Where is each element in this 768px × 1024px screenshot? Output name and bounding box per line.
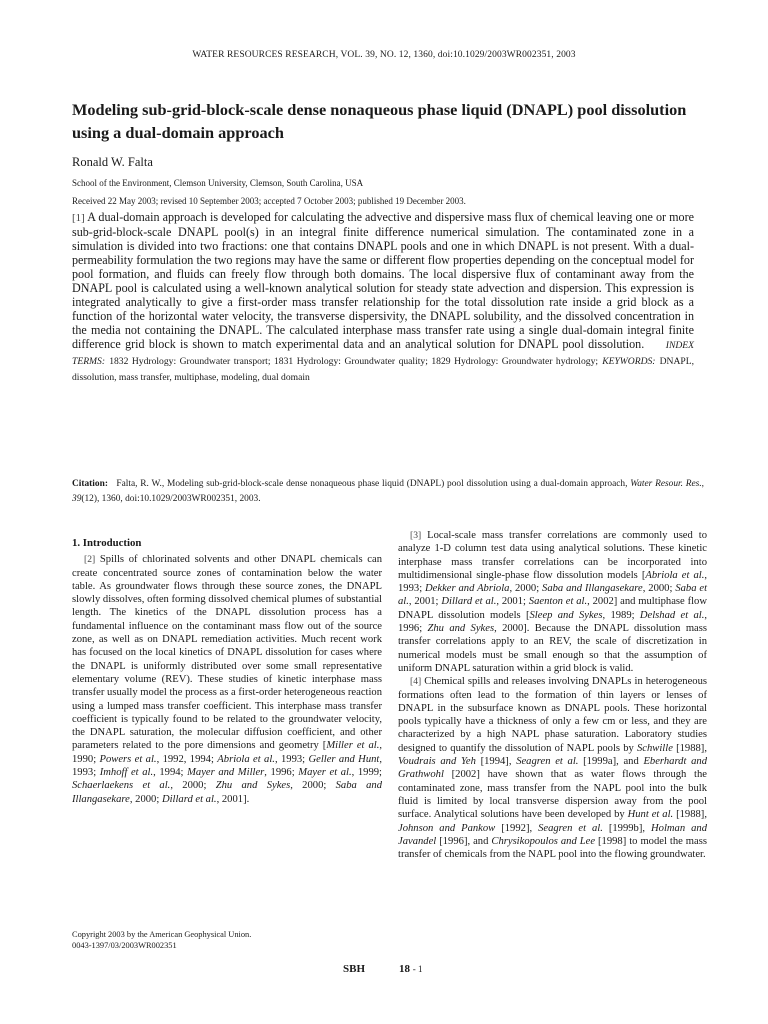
journal-code: SBH [343, 963, 366, 975]
author-name: Ronald W. Falta [72, 155, 153, 169]
abstract-text: A dual-domain approach is developed for calculating the advective and dispersive mass flux of chemical leaving one or more sub-grid-block-scale DNAPL pool(s) in an integral finite difference numerical simulation. The contaminated zone in a simulation is divided into two fractions: one that contains DNAPL pools and one in which DNAPL is not present. With a dual-permeability formulation the two regions may have the same or different flow properties depending on the conceptual model for pool formation, and fluids can freely flow through both domains. The local dispersive flux of contaminant away from the DNAPL pool is calculated using a well-known analytical solution for steady state advection and dispersion. This expression is integrated analytically to give a first-order mass transfer relationship for the total dissolution rate inside a grid block as a function of the horizontal water velocity, the transverse dispersivity, the DNAPL solubility, and the dissolved concentration in the media not containing the DNAPL. The calculated interphase mass transfer rate using a single dual-domain integral finite difference grid block is shown to match experimental data and an analytical solution for DNAPL pool dissolution. [72, 210, 695, 351]
citation-details: (12), 1360, doi:10.1029/2003WR002351, 2003. [81, 494, 261, 504]
body-column-left [72, 537, 382, 806]
author-affiliation: School of the Environment, Clemson University, Clemson, South Carolina, USA [72, 178, 364, 188]
citation-text: Falta, R. W., Modeling sub-grid-block-scale dense nonaqueous phase liquid (DNAPL) pool dissolution using a dual-domain approach, [116, 479, 628, 489]
paragraph-2: [2] Spills of chlorinated solvents and other DNAPL chemicals can create concentrated source zones of contamination below the water table. As groundwater flows through these source zones, the DNAPL slowly dissolves, often forming dissolved chemical plumes of substantial length. The kinetics of the DNAPL dissolution process has a fundamental influence on the contaminant mass flow out of the source zone, as well as on DNAPL remediation activities. Much recent work has focused on the local kinetics of DNAPL dissolution for cases where the DNAPL is uniformly distributed over some small representative elementary volume (REV). These studies of kinetic interphase mass transfer usually model the process as a first-order heterogeneous reaction using a lumped mass transfer coefficient. This interphase mass transfer coefficient is typically found to be related to the groundwater velocity, the DNAPL saturation, the molecular diffusion coefficient, and other parameters related to the pore dimensions and geometry [Miller et al., 1990; Powers et al., 1992, 1994; Abriola et al., 1993; Geller and Hunt, 1993; Imhoff et al., 1994; Mayer and Miller, 1996; Mayer et al., 1999; Schaerlaekens et al., 2000; Zhu and Sykes, 2000; Saba and Illangasekare, 2000; Dillard et al., 2001]. [72, 554, 383, 805]
citation-label: Citation: [72, 479, 108, 489]
keywords-label: KEYWORDS: [602, 356, 656, 367]
section-heading: 1. Introduction [72, 537, 142, 549]
keywords: DNAPL, dissolution, mass transfer, multiphase, modeling, dual domain [72, 356, 695, 383]
running-head: WATER RESOURCES RESEARCH, VOL. 39, NO. 12, 1360, doi:10.1029/2003WR002351, 2003 [192, 50, 576, 60]
body-column-right [398, 529, 707, 861]
index-terms: 1832 Hydrology: Groundwater transport; 1831 Hydrology: Groundwater quality; 1829 Hydrology: Groundwater hydrology; [109, 356, 599, 367]
page-number: 18 - 1 [399, 963, 423, 975]
copyright-notice: Copyright 2003 by the American Geophysical Union. 0043-1397/03/2003WR002351 [72, 930, 252, 950]
publication-dates: Received 22 May 2003; revised 10 September 2003; accepted 7 October 2003; published 19 December 2003. [72, 196, 466, 206]
citation-block: Citation: Falta, R. W., Modeling sub-grid-block-scale dense nonaqueous phase liquid (DNAPL) pool dissolution using a dual-domain approach, Water Resour. Res., 39(12), 1360, doi:10.1029/2003WR002351, 2003. [72, 479, 705, 504]
index-terms-label: INDEX TERMS: [72, 340, 694, 367]
abstract [72, 210, 694, 385]
paragraph-3: [3] Local-scale mass transfer correlations are commonly used to analyze 1-D column test data using analytical solutions. These kinetic interphase mass transfer correlations can be incorporated into multidimensional single-phase flow dissolution models [Abriola et al., 1993; Dekker and Abriola, 2000; Saba and Illangasekare, 2000; Saba et al., 2001; Dillard et al., 2001; Saenton et al., 2002] and multiphase flow DNAPL dissolution models [Sleep and Sykes, 1989; Delshad et al., 1996; Zhu and Sykes, 2000]. Because the DNAPL dissolution mass transfer correlations apply to an REV, the scale of discretization in numerical models must be small enough so that the assumption of uniform DNAPL saturation within a grid block is valid. [398, 530, 708, 674]
article-title: Modeling sub-grid-block-scale dense nonaqueous phase liquid (DNAPL) pool dissolution using a dual-domain approach [72, 100, 687, 142]
abstract-para-number: [1] [72, 212, 85, 224]
paragraph-4: [4] Chemical spills and releases involving DNAPLs in heterogeneous formations often lead to the formation of thin layers or lenses of DNAPL in the subsurface known as DNAPL pools. These horizontal pools typically have a thickness of only a few cm or less, and they are characterized by a high NAPL phase saturation. Laboratory studies designed to quantify the dissolution of NAPL pools by Schwille [1988], Voudrais and Yeh [1994], Seagren et al. [1999a], and Eberhardt and Grathwohl [2002] have shown that as water flows through the contaminated zone, mass transfer from the NAPL pool into the bulk fluid is limited by local transverse dispersion away from the pool surface. Analytical solutions have been developed by Hunt et al. [1988], Johnson and Pankow [1992], Seagren et al. [1999b], Holman and Javandel [1996], and Chrysikopoulos and Lee [1998] to model the mass transfer of chemicals from the NAPL pool into the flowing groundwater. [398, 676, 708, 861]
citation-journal: Water Resour. Res. [630, 479, 702, 489]
citation-volume: 39 [72, 494, 82, 504]
